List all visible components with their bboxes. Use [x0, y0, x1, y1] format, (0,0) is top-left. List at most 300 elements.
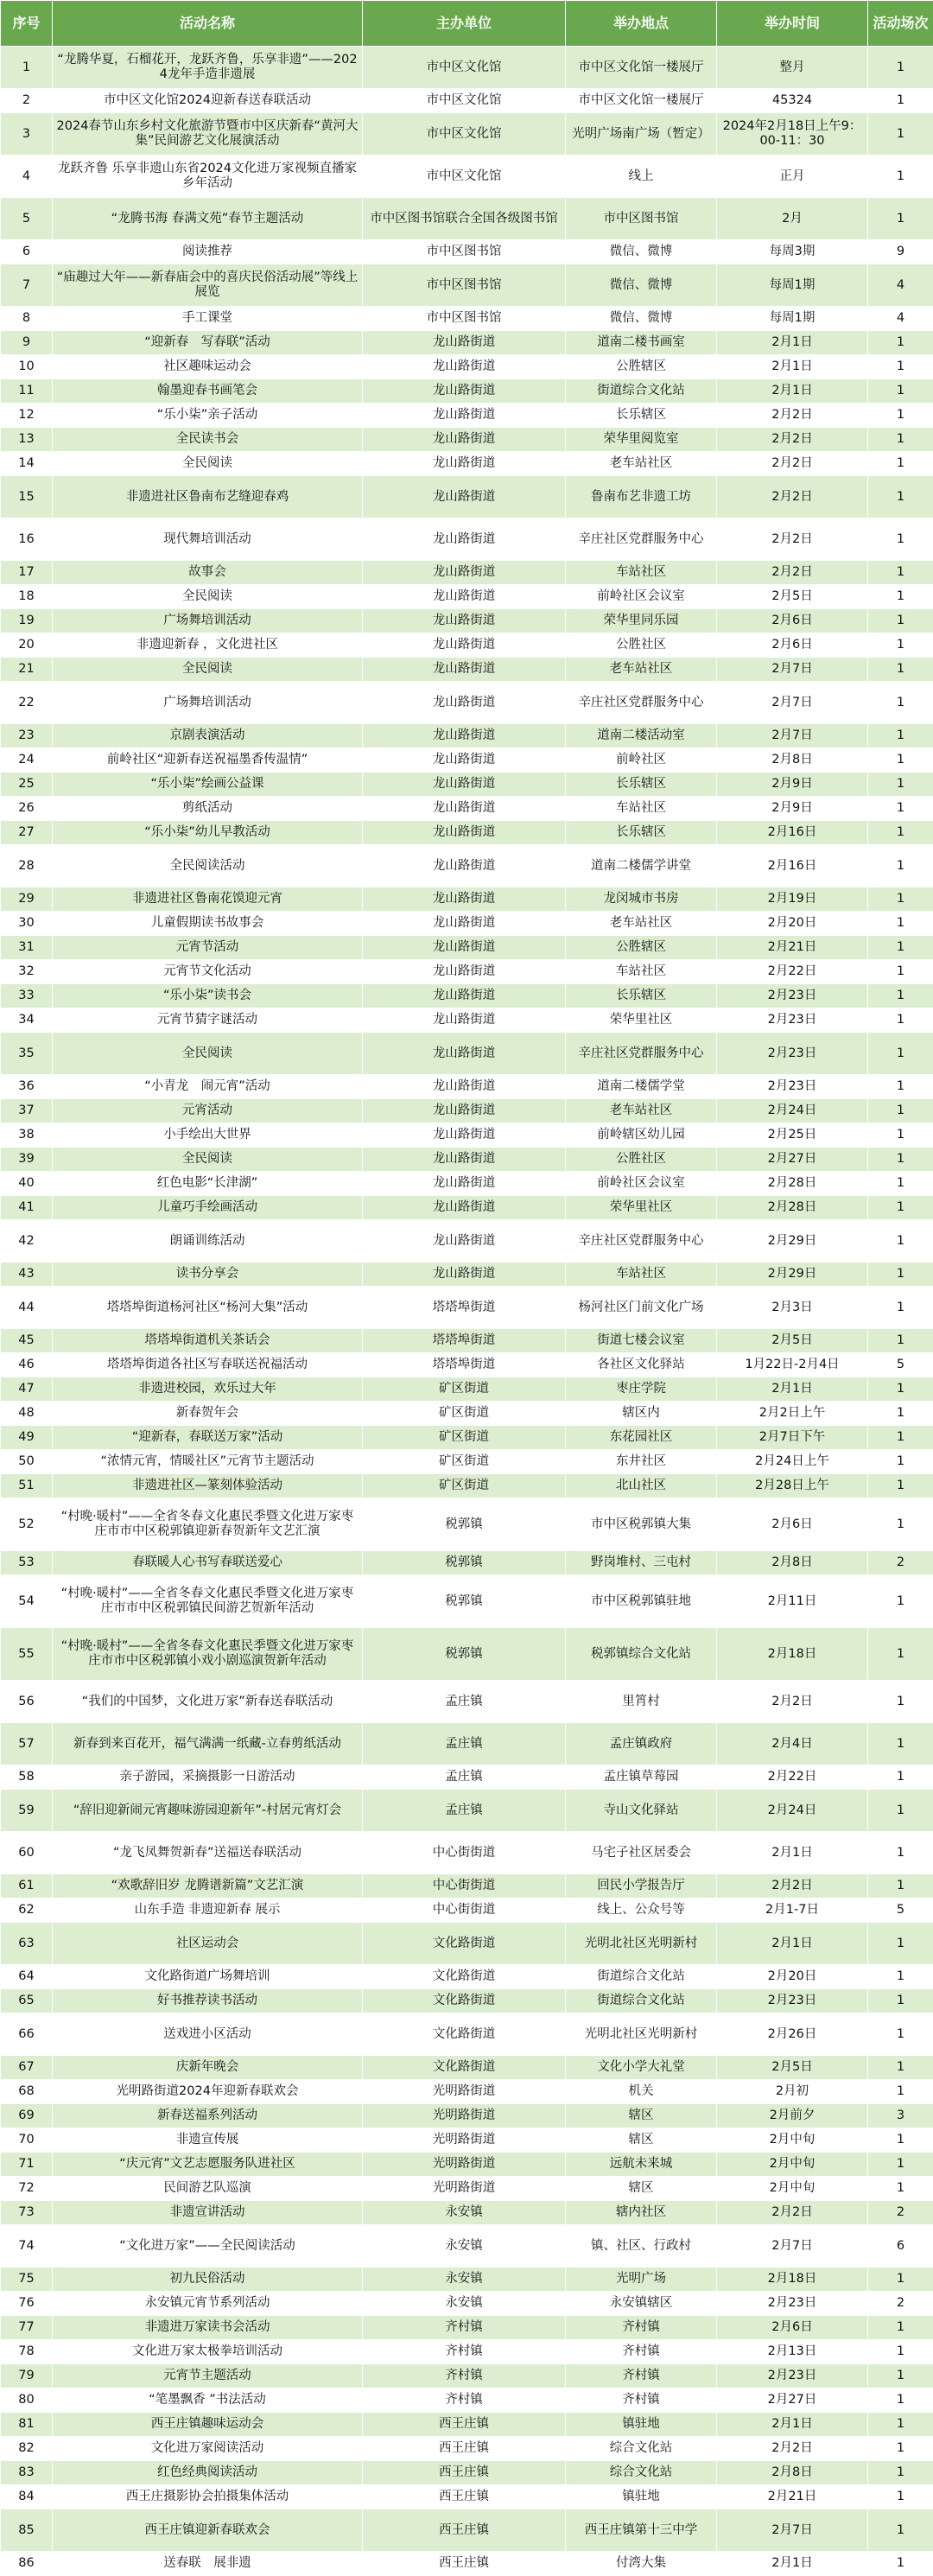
cell-no: 56: [1, 1681, 53, 1723]
cell-time: 2024年2月18日上午9：00-11：30: [717, 113, 868, 156]
cell-time: 2月24日: [717, 1790, 868, 1832]
cell-no: 84: [1, 2485, 53, 2509]
cell-no: 81: [1, 2413, 53, 2437]
cell-venue: 镇、社区、行政村: [566, 2225, 717, 2268]
cell-time: 2月1日: [717, 355, 868, 379]
cell-venue: 齐村镇: [566, 2388, 717, 2413]
cell-count: 1: [868, 2509, 933, 2552]
cell-organizer: 文化路街道: [363, 1923, 566, 1965]
table-row: [1, 1681, 933, 1723]
cell-activity-name: 塔塔埠街道各社区写春联送祝福活动: [53, 1353, 363, 1377]
cell-organizer: 孟庄镇: [363, 1681, 566, 1723]
cell-venue: 北山社区: [566, 1474, 717, 1498]
cell-time: 2月23日: [717, 984, 868, 1008]
cell-count: 1: [868, 2461, 933, 2485]
cell-no: 60: [1, 1832, 53, 1874]
cell-count: 1: [868, 518, 933, 561]
cell-venue: 车站社区: [566, 1263, 717, 1287]
cell-activity-name: 全民阅读活动: [53, 845, 363, 887]
cell-time: 2月6日: [717, 2316, 868, 2340]
cell-organizer: 龙山路街道: [363, 633, 566, 658]
cell-activity-name: 广场舞培训活动: [53, 682, 363, 724]
table-row: [1, 2461, 933, 2485]
cell-time: 2月19日: [717, 887, 868, 912]
cell-organizer: 龙山路街道: [363, 609, 566, 633]
table-row: [1, 585, 933, 609]
cell-organizer: 龙山路街道: [363, 1172, 566, 1196]
cell-no: 14: [1, 452, 53, 476]
cell-count: 1: [868, 1426, 933, 1450]
cell-no: 86: [1, 2552, 53, 2576]
cell-count: 2: [868, 1551, 933, 1575]
cell-organizer: 龙山路街道: [363, 960, 566, 984]
cell-activity-name: 非遗宣讲活动: [53, 2201, 363, 2225]
cell-time: 2月中旬: [717, 2128, 868, 2153]
cell-count: 1: [868, 936, 933, 960]
cell-count: 1: [868, 2013, 933, 2056]
cell-count: 1: [868, 2080, 933, 2104]
cell-time: 2月27日: [717, 1148, 868, 1172]
header-time: 举办时间: [717, 1, 868, 47]
cell-no: 58: [1, 1765, 53, 1790]
cell-count: 1: [868, 1075, 933, 1099]
cell-organizer: 永安镇: [363, 2225, 566, 2268]
cell-activity-name: 非遗迎新春 ，文化进社区: [53, 633, 363, 658]
cell-activity-name: “乐小柒”亲子活动: [53, 404, 363, 428]
cell-no: 19: [1, 609, 53, 633]
cell-activity-name: 民间游艺队巡演: [53, 2177, 363, 2201]
cell-organizer: 齐村镇: [363, 2364, 566, 2388]
cell-count: 3: [868, 2104, 933, 2128]
cell-no: 67: [1, 2056, 53, 2080]
cell-organizer: 中心街街道: [363, 1874, 566, 1899]
cell-time: 2月中旬: [717, 2177, 868, 2201]
table-row: [1, 1033, 933, 1075]
table-row: [1, 1353, 933, 1377]
cell-no: 61: [1, 1874, 53, 1899]
table-row: [1, 2388, 933, 2413]
cell-count: 1: [868, 47, 933, 89]
cell-venue: 荣华里社区: [566, 1008, 717, 1033]
cell-organizer: 龙山路街道: [363, 773, 566, 797]
cell-no: 73: [1, 2201, 53, 2225]
cell-time: 2月18日: [717, 1628, 868, 1681]
cell-no: 11: [1, 379, 53, 404]
cell-venue: 街道综合文化站: [566, 1965, 717, 1989]
table-row: [1, 1498, 933, 1551]
cell-venue: 道南二楼儒学堂: [566, 1075, 717, 1099]
cell-time: 2月初: [717, 2080, 868, 2104]
table-row: [1, 1723, 933, 1765]
cell-organizer: 矿区街道: [363, 1402, 566, 1426]
cell-venue: 各社区文化驿站: [566, 1353, 717, 1377]
cell-time: 2月5日: [717, 585, 868, 609]
cell-venue: 付湾大集: [566, 2552, 717, 2576]
cell-venue: 镇驻地: [566, 2485, 717, 2509]
cell-time: 整月: [717, 47, 868, 89]
cell-organizer: 龙山路街道: [363, 404, 566, 428]
table-row: [1, 1426, 933, 1450]
cell-no: 50: [1, 1450, 53, 1474]
cell-count: 1: [868, 379, 933, 404]
table-row: [1, 912, 933, 936]
cell-activity-name: 翰墨迎春书画笔会: [53, 379, 363, 404]
cell-organizer: 光明路街道: [363, 2080, 566, 2104]
cell-no: 13: [1, 428, 53, 452]
cell-no: 18: [1, 585, 53, 609]
cell-activity-name: 前岭社区“迎新春送祝福墨香传温情”: [53, 748, 363, 773]
table-row: [1, 476, 933, 518]
cell-count: 1: [868, 1377, 933, 1402]
cell-no: 78: [1, 2340, 53, 2364]
table-row: [1, 609, 933, 633]
cell-no: 55: [1, 1628, 53, 1681]
cell-time: 每周1期: [717, 307, 868, 331]
cell-no: 43: [1, 1263, 53, 1287]
table-row: [1, 518, 933, 561]
cell-activity-name: “迎新春 写春联”活动: [53, 331, 363, 355]
cell-activity-name: 非遗进社区—篆刻体验活动: [53, 1474, 363, 1498]
cell-no: 82: [1, 2437, 53, 2461]
cell-time: 2月5日: [717, 1329, 868, 1353]
cell-no: 21: [1, 658, 53, 682]
cell-venue: 光明广场南广场（暂定）: [566, 113, 717, 156]
table-row: [1, 797, 933, 821]
cell-count: 1: [868, 1765, 933, 1790]
cell-venue: 辖区: [566, 2104, 717, 2128]
cell-count: 1: [868, 1148, 933, 1172]
cell-venue: 老车站社区: [566, 452, 717, 476]
cell-no: 41: [1, 1196, 53, 1220]
table-row: [1, 2153, 933, 2177]
cell-time: 2月22日: [717, 960, 868, 984]
cell-organizer: 龙山路街道: [363, 355, 566, 379]
cell-time: 2月4日: [717, 1723, 868, 1765]
cell-time: 2月1日: [717, 1923, 868, 1965]
cell-venue: 东花园社区: [566, 1426, 717, 1450]
cell-organizer: 市中区文化馆: [363, 89, 566, 113]
cell-time: 2月21日: [717, 2485, 868, 2509]
table-row: [1, 1989, 933, 2013]
cell-time: 2月2日: [717, 561, 868, 585]
cell-organizer: 龙山路街道: [363, 724, 566, 748]
table-row: [1, 2080, 933, 2104]
cell-no: 1: [1, 47, 53, 89]
cell-no: 66: [1, 2013, 53, 2056]
cell-activity-name: 庆新年晚会: [53, 2056, 363, 2080]
cell-venue: 寺山文化驿站: [566, 1790, 717, 1832]
table-row: [1, 2316, 933, 2340]
cell-activity-name: 朗诵训练活动: [53, 1220, 363, 1263]
cell-time: 2月9日: [717, 797, 868, 821]
cell-no: 35: [1, 1033, 53, 1075]
cell-activity-name: “乐小柒”绘画公益课: [53, 773, 363, 797]
table-row: [1, 1899, 933, 1923]
cell-no: 76: [1, 2292, 53, 2316]
cell-count: 1: [868, 2153, 933, 2177]
table-row: [1, 2128, 933, 2153]
cell-activity-name: 送戏进小区活动: [53, 2013, 363, 2056]
cell-time: 2月23日: [717, 1008, 868, 1033]
cell-activity-name: “文化进万家”——全民阅读活动: [53, 2225, 363, 2268]
cell-venue: 辖区: [566, 2128, 717, 2153]
cell-time: 2月1日: [717, 2413, 868, 2437]
cell-venue: 长乐辖区: [566, 404, 717, 428]
cell-venue: 镇驻地: [566, 2413, 717, 2437]
cell-organizer: 矿区街道: [363, 1426, 566, 1450]
cell-organizer: 光明路街道: [363, 2153, 566, 2177]
cell-time: 2月1日: [717, 2552, 868, 2576]
cell-organizer: 西王庄镇: [363, 2437, 566, 2461]
cell-organizer: 龙山路街道: [363, 682, 566, 724]
table-row: [1, 264, 933, 307]
table-row: [1, 1220, 933, 1263]
cell-activity-name: 非遗宣传展: [53, 2128, 363, 2153]
cell-time: 2月2日: [717, 2201, 868, 2225]
cell-time: 2月16日: [717, 821, 868, 845]
cell-activity-name: 京剧表演活动: [53, 724, 363, 748]
cell-activity-name: 非遗进社区鲁南花馍迎元宵: [53, 887, 363, 912]
cell-organizer: 永安镇: [363, 2268, 566, 2292]
cell-venue: 荣华里社区: [566, 1196, 717, 1220]
cell-count: 1: [868, 1033, 933, 1075]
cell-activity-name: 新春贺年会: [53, 1402, 363, 1426]
cell-time: 2月2日: [717, 1874, 868, 1899]
cell-activity-name: “笔墨飘香 ”书法活动: [53, 2388, 363, 2413]
cell-no: 62: [1, 1899, 53, 1923]
cell-count: 1: [868, 1575, 933, 1628]
cell-activity-name: “村晚·暖村”——全省冬春文化惠民季暨文化进万家枣庄市市中区税郭镇迎新春贺新年文艺汇演: [53, 1498, 363, 1551]
cell-activity-name: “庆元宵”文艺志愿服务队进社区: [53, 2153, 363, 2177]
cell-count: 1: [868, 113, 933, 156]
cell-venue: 远航未来城: [566, 2153, 717, 2177]
cell-venue: 辛庄社区党群服务中心: [566, 1033, 717, 1075]
cell-venue: 综合文化站: [566, 2461, 717, 2485]
cell-venue: 市中区税郭镇大集: [566, 1498, 717, 1551]
cell-count: 1: [868, 609, 933, 633]
cell-count: 1: [868, 960, 933, 984]
cell-no: 71: [1, 2153, 53, 2177]
cell-count: 1: [868, 1832, 933, 1874]
cell-no: 2: [1, 89, 53, 113]
cell-no: 36: [1, 1075, 53, 1099]
cell-time: 2月24日上午: [717, 1450, 868, 1474]
cell-venue: 老车站社区: [566, 658, 717, 682]
cell-time: 2月16日: [717, 845, 868, 887]
cell-venue: 辖区内: [566, 1402, 717, 1426]
table-row: [1, 682, 933, 724]
cell-organizer: 龙山路街道: [363, 379, 566, 404]
cell-organizer: 光明路街道: [363, 2177, 566, 2201]
table-row: [1, 1075, 933, 1099]
cell-no: 79: [1, 2364, 53, 2388]
cell-venue: 市中区文化馆一楼展厅: [566, 89, 717, 113]
cell-no: 7: [1, 264, 53, 307]
cell-count: 1: [868, 1965, 933, 1989]
cell-no: 28: [1, 845, 53, 887]
table-row: [1, 633, 933, 658]
header-no: 序号: [1, 1, 53, 47]
cell-activity-name: 元宵活动: [53, 1099, 363, 1123]
cell-venue: 光明北社区光明新村: [566, 1923, 717, 1965]
table-row: [1, 355, 933, 379]
cell-organizer: 龙山路街道: [363, 1033, 566, 1075]
cell-time: 2月6日: [717, 1498, 868, 1551]
cell-activity-name: 塔塔埠街道机关茶话会: [53, 1329, 363, 1353]
cell-count: 1: [868, 748, 933, 773]
cell-venue: 综合文化站: [566, 2437, 717, 2461]
cell-count: 4: [868, 307, 933, 331]
cell-activity-name: 故事会: [53, 561, 363, 585]
cell-venue: 街道七楼会议室: [566, 1329, 717, 1353]
cell-activity-name: 文化进万家阅读活动: [53, 2437, 363, 2461]
cell-no: 22: [1, 682, 53, 724]
cell-activity-name: 小手绘出大世界: [53, 1123, 363, 1148]
cell-activity-name: 广场舞培训活动: [53, 609, 363, 633]
cell-time: 2月13日: [717, 2340, 868, 2364]
cell-activity-name: 红色电影“长津湖”: [53, 1172, 363, 1196]
cell-activity-name: 文化路街道广场舞培训: [53, 1965, 363, 1989]
cell-venue: 老车站社区: [566, 912, 717, 936]
cell-count: 1: [868, 984, 933, 1008]
table-row: [1, 960, 933, 984]
cell-count: 1: [868, 1008, 933, 1033]
cell-no: 47: [1, 1377, 53, 1402]
cell-venue: 孟庄镇草莓园: [566, 1765, 717, 1790]
cell-organizer: 文化路街道: [363, 1965, 566, 1989]
cell-count: 1: [868, 2364, 933, 2388]
cell-organizer: 龙山路街道: [363, 912, 566, 936]
cell-venue: 线上、公众号等: [566, 1899, 717, 1923]
cell-no: 12: [1, 404, 53, 428]
cell-venue: 市中区图书馆: [566, 198, 717, 240]
cell-venue: 齐村镇: [566, 2340, 717, 2364]
cell-organizer: 龙山路街道: [363, 984, 566, 1008]
cell-organizer: 龙山路街道: [363, 936, 566, 960]
cell-organizer: 市中区图书馆: [363, 264, 566, 307]
cell-time: 2月2日: [717, 404, 868, 428]
cell-count: 1: [868, 1196, 933, 1220]
cell-count: 1: [868, 1172, 933, 1196]
cell-time: 2月26日: [717, 2013, 868, 2056]
cell-activity-name: 全民阅读: [53, 452, 363, 476]
cell-activity-name: 送春联 展非遗: [53, 2552, 363, 2576]
cell-time: 2月23日: [717, 1989, 868, 2013]
cell-no: 29: [1, 887, 53, 912]
cell-time: 2月5日: [717, 2056, 868, 2080]
cell-activity-name: 好书推荐读书活动: [53, 1989, 363, 2013]
table-row: [1, 1329, 933, 1353]
cell-activity-name: “小青龙 闹元宵”活动: [53, 1075, 363, 1099]
cell-organizer: 齐村镇: [363, 2316, 566, 2340]
cell-activity-name: 剪纸活动: [53, 797, 363, 821]
cell-activity-name: 全民读书会: [53, 428, 363, 452]
table-row: [1, 658, 933, 682]
cell-time: 2月11日: [717, 1575, 868, 1628]
cell-no: 42: [1, 1220, 53, 1263]
cell-no: 49: [1, 1426, 53, 1450]
cell-time: 2月20日: [717, 1965, 868, 1989]
cell-count: 1: [868, 1723, 933, 1765]
cell-time: 2月7日: [717, 2509, 868, 2552]
cell-no: 40: [1, 1172, 53, 1196]
table-row: [1, 821, 933, 845]
table-row: [1, 1628, 933, 1681]
cell-count: 1: [868, 331, 933, 355]
cell-time: 2月1日: [717, 1832, 868, 1874]
table-row: [1, 1450, 933, 1474]
table-row: [1, 2292, 933, 2316]
table-row: [1, 2013, 933, 2056]
cell-no: 65: [1, 1989, 53, 2013]
table-row: [1, 1123, 933, 1148]
cell-venue: 道南二楼书画室: [566, 331, 717, 355]
cell-activity-name: 元宵节主题活动: [53, 2364, 363, 2388]
cell-activity-name: 全民阅读: [53, 585, 363, 609]
cell-time: 2月1日: [717, 379, 868, 404]
table-row: [1, 331, 933, 355]
cell-count: 1: [868, 561, 933, 585]
cell-organizer: 市中区文化馆: [363, 156, 566, 198]
cell-activity-name: “欢歌辞旧岁 龙腾谱新篇”文艺汇演: [53, 1874, 363, 1899]
cell-no: 15: [1, 476, 53, 518]
cell-activity-name: 文化进万家太极拳培训活动: [53, 2340, 363, 2364]
cell-no: 38: [1, 1123, 53, 1148]
cell-organizer: 孟庄镇: [363, 1790, 566, 1832]
cell-organizer: 西王庄镇: [363, 2485, 566, 2509]
table-row: [1, 845, 933, 887]
cell-venue: 税郭镇综合文化站: [566, 1628, 717, 1681]
cell-venue: 长乐辖区: [566, 773, 717, 797]
cell-activity-name: “乐小柒”幼儿早教活动: [53, 821, 363, 845]
cell-count: 1: [868, 89, 933, 113]
cell-no: 63: [1, 1923, 53, 1965]
table-row: [1, 1172, 933, 1196]
cell-no: 17: [1, 561, 53, 585]
cell-organizer: 市中区图书馆联合全国各级图书馆: [363, 198, 566, 240]
cell-no: 72: [1, 2177, 53, 2201]
cell-organizer: 文化路街道: [363, 2013, 566, 2056]
table-row: [1, 561, 933, 585]
cell-organizer: 西王庄镇: [363, 2461, 566, 2485]
cell-venue: 前岭社区: [566, 748, 717, 773]
cell-no: 52: [1, 1498, 53, 1551]
table-row: [1, 89, 933, 113]
table-body: [1, 47, 933, 2576]
cell-organizer: 齐村镇: [363, 2388, 566, 2413]
cell-no: 37: [1, 1099, 53, 1123]
cell-time: 2月1日: [717, 1377, 868, 1402]
cell-organizer: 塔塔埠街道: [363, 1329, 566, 1353]
cell-time: 2月2日: [717, 518, 868, 561]
cell-time: 1月22日-2月4日: [717, 1353, 868, 1377]
cell-venue: 道南二楼活动室: [566, 724, 717, 748]
cell-count: 1: [868, 1099, 933, 1123]
cell-count: 1: [868, 404, 933, 428]
table-row: [1, 2201, 933, 2225]
cell-venue: 辛庄社区党群服务中心: [566, 1220, 717, 1263]
cell-time: 2月: [717, 198, 868, 240]
cell-time: 2月24日: [717, 1099, 868, 1123]
cell-venue: 微信、微博: [566, 240, 717, 264]
cell-venue: 回民小学报告厅: [566, 1874, 717, 1899]
cell-time: 2月9日: [717, 773, 868, 797]
cell-count: 1: [868, 797, 933, 821]
cell-venue: 市中区文化馆一楼展厅: [566, 47, 717, 89]
table-row: [1, 936, 933, 960]
cell-no: 10: [1, 355, 53, 379]
cell-count: 1: [868, 1402, 933, 1426]
